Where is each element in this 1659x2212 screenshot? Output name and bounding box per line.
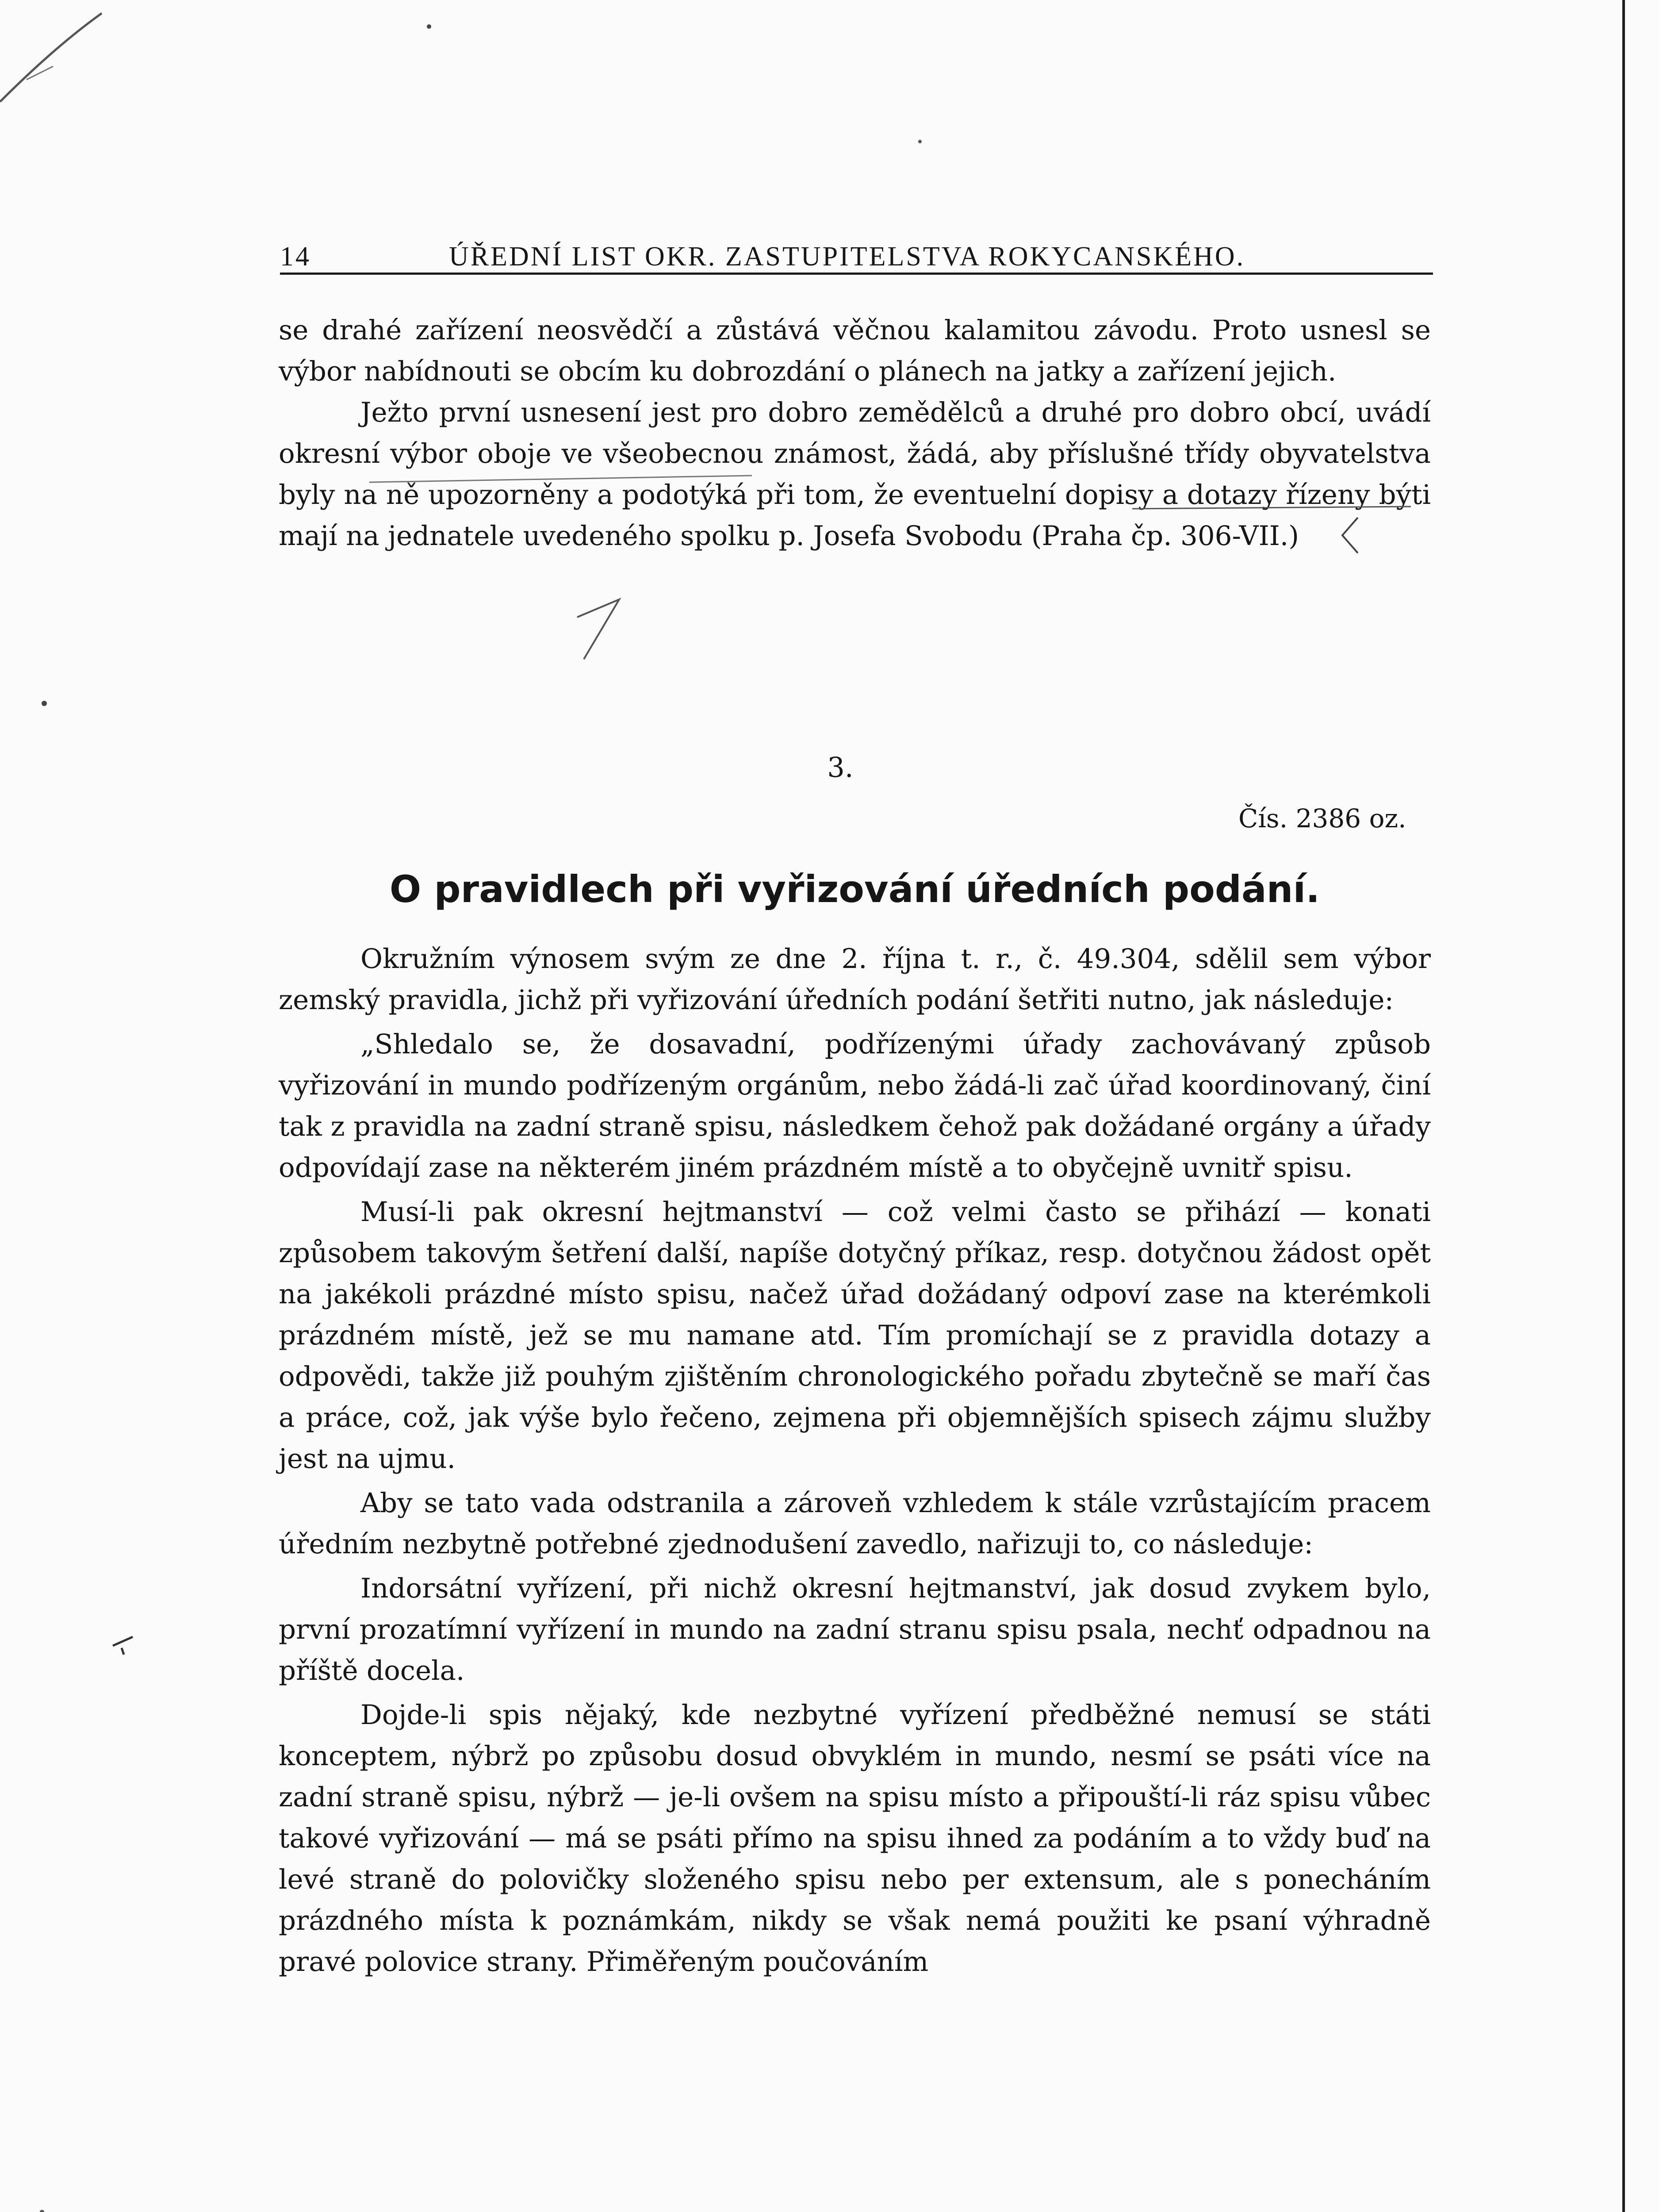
paragraph: Indorsátní vyřízení, při nichž okresní hejtmanství, jak dosud zvykem bylo, první prozatímní vyřízení in mundo na zadní stranu spisu psala, nechť odpadnou na příště docela. [279,1573,1431,1686]
running-header [280,237,1433,276]
reference-number: Čís. 2386 oz. [1238,803,1406,833]
ink-dot [40,2210,44,2212]
ink-dot [42,701,47,706]
pencil-margin-mark [113,1637,133,1655]
corner-scratch-mark [0,0,133,133]
paragraph: Ježto první usnesení jest pro dobro zemědělců a druhé pro dobro obcí, uvádí okresní výbor oboje ve všeobecnou známost, žádá, aby příslušné třídy obyvatelstva byly na ně upozorněny a podotýká při tom, že eventuelní dopisy a dotazy řízeny býti mají na jednatele uvedeného spolku p. Josefa Svobodu (Praha čp. 306-VII.) [279,397,1431,552]
ink-dot [918,140,922,143]
header-rule [280,273,1433,275]
continued-text [279,310,1431,557]
paragraph: Okružním výnosem svým ze dne 2. října t. r., č. 49.304, sdělil sem výbor zemský pravidla, jichž při vyřizování úředních podání šetřiti nutno, jak následuje: [279,943,1431,1016]
paragraph: Dojde-li spis nějaký, kde nezbytné vyřízení předběžné nemusí se státi konceptem, nýbrž po způsobu dosud obvyklém in mundo, nesmí se psáti více na zadní straně spisu, nýbrž — je-li ovšem na spisu místo a připouští-li ráz spisu vůbec takové vyřizování — má se psáti přímo na spisu ihned za podáním a to vždy buď na levé straně do polovičky složeného spisu nebo per extensum, ale s ponecháním prázdného místa k poznámkám, nikdy se však nemá použiti ke psaní výhradně pravé polovice strany. Přiměřeným poučováním [279,1699,1431,1978]
section-body [279,938,1431,1982]
page-number: 14 [280,242,311,272]
ink-dot [427,24,431,29]
paragraph: Aby se tato vada odstranila a zároveň vzhledem k stále vzrůstajícím pracem úředním nezbytně potřebné zjednodušení zavedlo, nařizuji to, co následuje: [279,1487,1431,1560]
section-number: 3. [827,751,854,783]
pencil-slash-mark [577,599,619,659]
publication-title: ÚŘEDNÍ LIST OKR. ZASTUPITELSTVA ROKYCANSKÉHO. [449,242,1245,272]
paragraph: Musí-li pak okresní hejtmanství — což velmi často se přihází — konati způsobem takovým šetření další, napíše dotyčný příkaz, resp. dotyčnou žádost opět na jakékoli prázdné místo spisu, načež úřad dožádaný odpoví zase na kterémkoli prázdném místě, jež se mu namane atd. Tím promíchají se z pravidla dotazy a odpovědi, takže již pouhým zjištěním chronologického pořadu zbytečně se maří čas a práce, což, jak výše bylo řečeno, zejmena při objemnějších spisech zájmu služby jest na ujmu. [279,1196,1431,1475]
page-edge-border [1622,0,1625,2212]
paragraph: se drahé zařízení neosvědčí a zůstává věčnou kalamitou závodu. Proto usnesl se výbor nabídnouti se obcím ku dobrozdání o plánech na jatky a zařízení jejich. [279,315,1431,387]
section-title: O pravidlech při vyřizování úředních podání. [389,868,1320,911]
paragraph: „Shledalo se, že dosavadní, podřízenými úřady zachovávaný způsob vyřizování in mundo podřízeným orgánům, nebo žádá-li zač úřad koordinovaný, činí tak z pravidla na zadní straně spisu, následkem čehož pak dožádané orgány a úřady odpovídají zase na některém jiném prázdném místě a to obyčejně uvnitř spisu. [279,1029,1431,1183]
